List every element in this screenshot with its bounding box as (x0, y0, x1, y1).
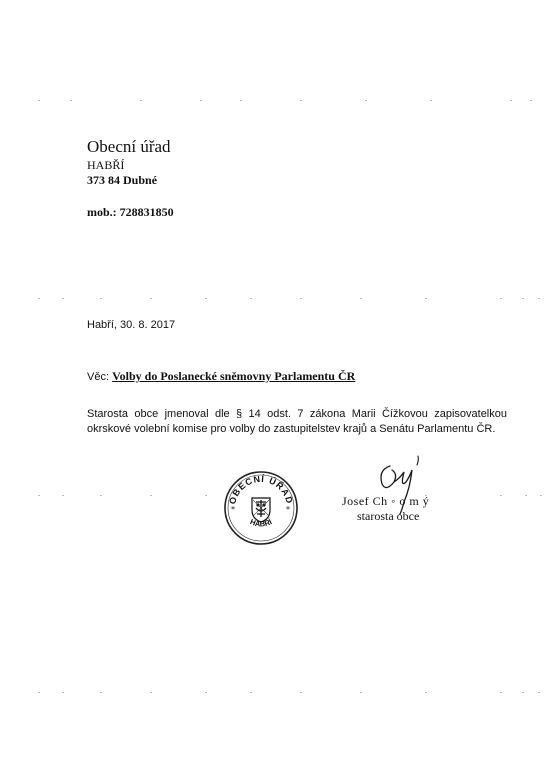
subject-label: Věc: (87, 371, 110, 383)
stamp-top-text: OBECNÍ ÚŘAD (227, 473, 295, 506)
scan-artifact-row (0, 100, 558, 106)
official-stamp (223, 470, 299, 546)
signatory-block (342, 494, 429, 524)
scan-artifact-row (0, 692, 558, 698)
subject-text: Volby do Poslanecké sněmovny Parlamentu ČR (112, 369, 356, 383)
stamp-bottom-text: HABŘÍ (248, 517, 274, 529)
mobile-number: mob.: 728831850 (87, 205, 174, 219)
svg-text:*: * (286, 505, 290, 514)
body-paragraph: Starosta obce jmenoval dle § 14 odst. 7 zákona Marii Čížkovou zapisovatelkou okrskové volební komise pro volby do zastupitelstev krajů a Senátu Parlamentu ČR. (87, 408, 507, 435)
village-name: HABŘÍ (87, 158, 125, 172)
letterhead (87, 137, 171, 188)
signatory-name: Josef Ch ◦ o m ý (342, 494, 430, 508)
signatory-role: starosta obce (357, 509, 420, 523)
office-title: Obecní úřad (87, 137, 171, 156)
scan-artifact-row (0, 298, 558, 304)
postal-address: 373 84 Dubné (87, 173, 158, 187)
subject-line (87, 369, 355, 384)
svg-text:*: * (231, 505, 235, 514)
date-line: Habří, 30. 8. 2017 (87, 319, 176, 331)
coat-of-arms-icon (252, 498, 270, 522)
